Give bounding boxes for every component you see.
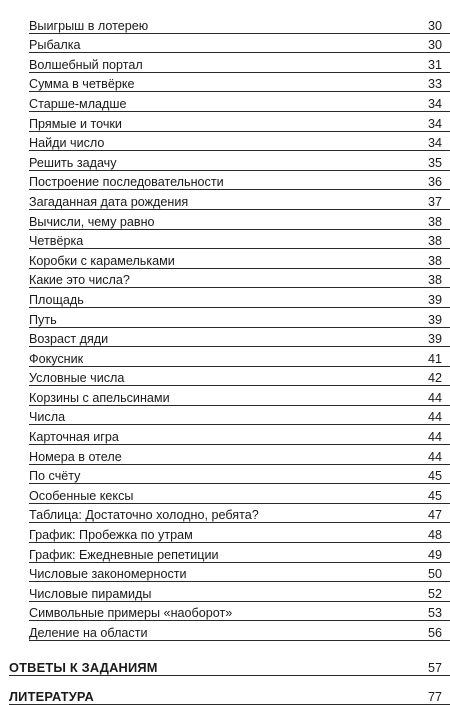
- toc-entry: [0, 484, 450, 504]
- toc-entry-page: 30: [428, 18, 443, 33]
- toc-entry-title: Особенные кексы: [29, 488, 134, 503]
- toc-entry: [0, 582, 450, 602]
- toc-entry-page: 42: [428, 371, 443, 386]
- toc-entry: [0, 288, 450, 308]
- toc-entry: [0, 465, 450, 485]
- toc-entry-page: 30: [428, 38, 443, 53]
- toc-entry: [0, 171, 450, 191]
- toc-entry-title: Карточная игра: [29, 430, 119, 445]
- toc-entry: [0, 34, 450, 54]
- toc-section-title: ЛИТЕРАТУРА: [9, 689, 94, 704]
- toc-entry-page: 44: [428, 449, 443, 464]
- toc-entry-title: Прямые и точки: [29, 116, 122, 131]
- toc-entry-title: Возраст дяди: [29, 332, 109, 347]
- toc-entry-page: 45: [428, 469, 443, 484]
- toc-section-page: 77: [428, 690, 443, 704]
- toc-entry-page: 38: [428, 253, 443, 268]
- toc-entry-page: 36: [428, 175, 443, 190]
- toc-entry-page: 52: [428, 586, 443, 601]
- toc-entry: [0, 308, 450, 328]
- toc-entry-title: Сумма в четвёрке: [29, 77, 135, 92]
- toc-entry: [0, 445, 450, 465]
- toc-entry: [0, 269, 450, 289]
- toc-entry-title: Загаданная дата рождения: [29, 194, 189, 209]
- toc-entry: [0, 621, 450, 641]
- toc-entry-page: 38: [428, 214, 443, 229]
- toc-entry-title: Корзины с апельсинами: [29, 390, 170, 405]
- toc-entry-title: Символьные примеры «наоборот»: [29, 606, 233, 621]
- toc-entry-title: Числовые пирамиды: [29, 586, 152, 601]
- toc-entry: [0, 249, 450, 269]
- toc-entry-page: 37: [428, 194, 443, 209]
- toc-entry-page: 48: [428, 528, 443, 543]
- toc-entry: [0, 112, 450, 132]
- toc-entry-page: 39: [428, 292, 443, 307]
- toc-entry: [0, 73, 450, 93]
- toc-entry-title: Деление на области: [29, 626, 148, 640]
- toc-entry-title: График: Пробежка по утрам: [29, 528, 193, 543]
- toc-entry-title: Площадь: [29, 292, 84, 307]
- toc-entry-title: Старше-младше: [29, 96, 127, 111]
- toc-entry-page: 44: [428, 430, 443, 445]
- toc-entry: [0, 386, 450, 406]
- toc-entry-title: Найди число: [29, 136, 105, 151]
- toc-entry: [0, 563, 450, 583]
- toc-entry: [0, 523, 450, 543]
- toc-entry-page: 56: [428, 626, 443, 640]
- toc-entry-title: Четвёрка: [29, 234, 84, 249]
- toc-entry-page: 38: [428, 273, 443, 288]
- toc-entry-title: Путь: [29, 312, 57, 327]
- toc-entry-page: 41: [428, 351, 443, 366]
- toc-section-title: ОТВЕТЫ К ЗАДАНИЯМ: [9, 660, 158, 675]
- toc-entry: [0, 190, 450, 210]
- table-of-contents: [0, 14, 450, 705]
- toc-section-page: 57: [428, 661, 443, 675]
- toc-entry-page: 44: [428, 410, 443, 425]
- toc-entry-title: Таблица: Достаточно холодно, ребята?: [29, 508, 259, 523]
- toc-entry-page: 33: [428, 77, 443, 92]
- toc-entry: [0, 602, 450, 622]
- toc-entry: [0, 14, 450, 34]
- toc-entry-title: Построение последовательности: [29, 175, 224, 190]
- toc-entry-title: Числа: [29, 410, 66, 425]
- toc-entry-page: 34: [428, 96, 443, 111]
- toc-entry-title: Условные числа: [29, 371, 125, 386]
- toc-entry-page: 47: [428, 508, 443, 523]
- toc-entry-page: 53: [428, 606, 443, 621]
- toc-entry-title: График: Ежедневные репетиции: [29, 547, 219, 562]
- toc-entry-title: Рыбалка: [29, 38, 81, 53]
- toc-entry-page: 50: [428, 567, 443, 582]
- toc-entry-title: По счёту: [29, 469, 81, 484]
- toc-entry: [0, 543, 450, 563]
- toc-entry-page: 34: [428, 116, 443, 131]
- toc-entry-title: Вычисли, чему равно: [29, 214, 155, 229]
- toc-entry-title: Решить задачу: [29, 155, 117, 170]
- toc-entry-page: 39: [428, 332, 443, 347]
- toc-entry: [0, 151, 450, 171]
- toc-section: [0, 676, 450, 705]
- toc-entry-page: 38: [428, 234, 443, 249]
- toc-entry: [0, 347, 450, 367]
- toc-entry-title: Выигрыш в лотерею: [29, 18, 149, 33]
- toc-entry-page: 45: [428, 488, 443, 503]
- toc-entry-underline: [29, 640, 450, 641]
- toc-entry-title: Коробки с карамельками: [29, 253, 175, 268]
- toc-entry-title: Какие это числа?: [29, 273, 130, 288]
- toc-entry-title: Номера в отеле: [29, 449, 122, 464]
- toc-entry: [0, 406, 450, 426]
- toc-entry: [0, 504, 450, 524]
- toc-entry: [0, 92, 450, 112]
- toc-entry: [0, 425, 450, 445]
- toc-entry-title: Числовые закономерности: [29, 567, 187, 582]
- toc-entry: [0, 367, 450, 387]
- toc-entry: [0, 328, 450, 348]
- toc-entry-page: 39: [428, 312, 443, 327]
- toc-entry-page: 35: [428, 155, 443, 170]
- toc-entry-page: 49: [428, 547, 443, 562]
- toc-entry: [0, 230, 450, 250]
- toc-entry: [0, 53, 450, 73]
- toc-entry: [0, 210, 450, 230]
- toc-entry-page: 34: [428, 136, 443, 151]
- toc-entry-title: Волшебный портал: [29, 57, 143, 72]
- toc-entry-page: 31: [428, 57, 443, 72]
- toc-entry-page: 44: [428, 390, 443, 405]
- toc-entry-title: Фокусник: [29, 351, 84, 366]
- toc-entry: [0, 132, 450, 152]
